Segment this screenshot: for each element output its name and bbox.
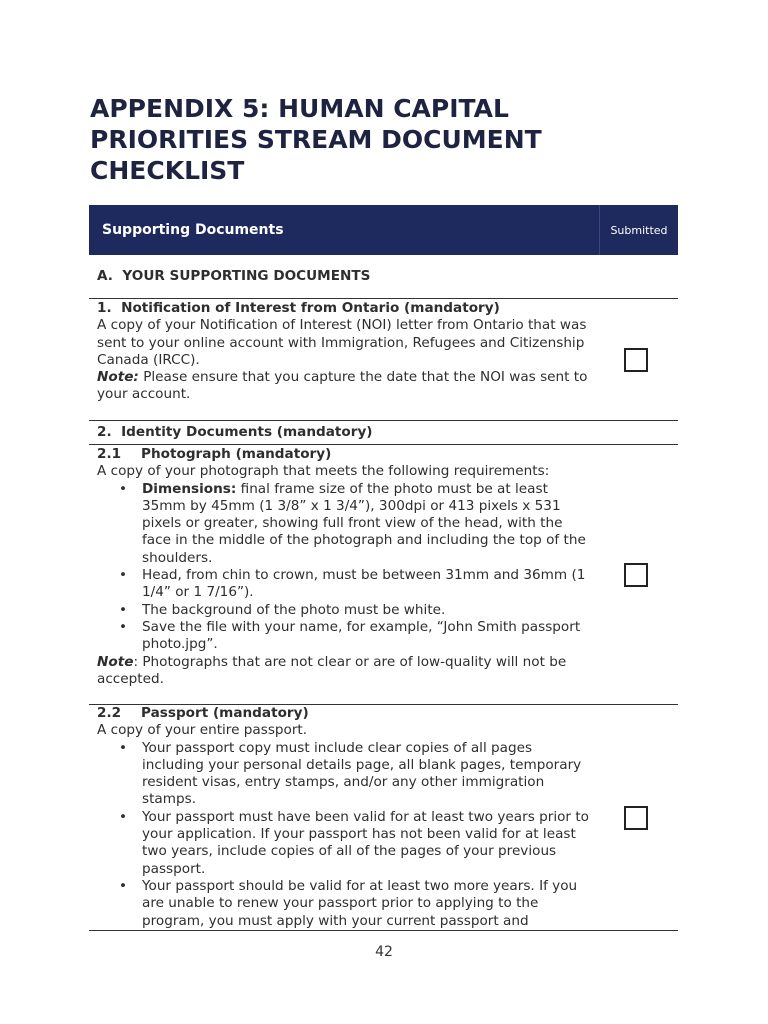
photograph-requirements-list — [97, 481, 594, 654]
passport-heading-text: Passport (mandatory) — [141, 705, 309, 721]
document-checklist-table — [89, 205, 678, 931]
section-a-letter: A. — [97, 267, 113, 284]
noi-heading-text: Notification of Interest from Ontario (mandatory) — [121, 300, 500, 316]
title-line-2: PRIORITIES STREAM DOCUMENT — [90, 125, 542, 154]
photograph-note — [97, 654, 594, 689]
noi-note — [97, 369, 594, 404]
noi-submitted-checkbox[interactable] — [624, 348, 648, 372]
photograph-submitted-checkbox[interactable] — [624, 563, 648, 587]
passport-intro: A copy of your entire passport. — [97, 722, 308, 739]
noi-heading — [97, 300, 594, 317]
table-row-photograph — [89, 445, 678, 705]
section-a-heading — [89, 255, 678, 299]
table-row-noi — [89, 299, 678, 421]
passport-number: 2.2 — [97, 705, 122, 721]
list-item: • Your passport copy must include clear copies of all pages including your personal details page, all blank pages, temporary resident visas, entry stamps, and/or any other immigration stamps. — [142, 740, 594, 809]
header-supporting-documents: Supporting Documents — [89, 205, 600, 255]
list-item: • Your passport should be valid for at least two more years. If you are unable to renew your passport prior to applying to the program, you must apply with your current passport and — [142, 878, 594, 930]
noi-number: 1. — [97, 300, 112, 316]
dimensions-label: Dimensions: — [142, 480, 237, 497]
identity-heading — [89, 424, 594, 441]
photograph-note-text: : Photographs that are not clear or are of low-quality will not be accepted. — [97, 653, 567, 687]
list-item: • Your passport must have been valid for at least two years prior to your application. If your passport has not been valid for at least two years, include copies of all of the pages of your previous passport. — [142, 809, 594, 878]
page-title — [90, 93, 690, 186]
list-item: • Head, from chin to crown, must be between 31mm and 36mm (1 1/4” or 1 7/16”). — [142, 567, 594, 602]
title-line-3: CHECKLIST — [90, 156, 245, 185]
title-line-1: APPENDIX 5: HUMAN CAPITAL — [90, 94, 509, 123]
photograph-text — [89, 445, 594, 704]
identity-heading-text: Identity Documents (mandatory) — [121, 423, 373, 440]
page-number: 42 — [375, 944, 393, 960]
noi-text — [89, 299, 594, 420]
passport-text — [89, 705, 594, 930]
photograph-heading — [97, 446, 594, 463]
dimensions-text: final frame size of the photo must be at least 35mm by 45mm (1 3/8” x 1 3/4”), 300dpi or 413 pixels x 531 pixels or greater, showing full front view of the head, with the face in the middle of the photograph and including the top of the shoulders. — [142, 480, 586, 566]
list-item: • The background of the photo must be white. — [142, 602, 594, 619]
list-item — [142, 481, 594, 567]
passport-heading — [97, 705, 594, 722]
noi-note-text: Please ensure that you capture the date that the NOI was sent to your account. — [97, 369, 588, 403]
table-header — [89, 205, 678, 255]
header-submitted: Submitted — [610, 223, 668, 237]
table-row-identity-documents — [89, 421, 678, 445]
list-item: • Save the file with your name, for example, “John Smith passport photo.jpg”. — [142, 619, 594, 654]
photograph-intro: A copy of your photograph that meets the following requirements: — [97, 463, 550, 480]
noi-note-label: Note: — [97, 369, 139, 386]
noi-body: A copy of your Notification of Interest (NOI) letter from Ontario that was sent to your online account with Immigration, Refugees and Citizenship Canada (IRCC). — [97, 317, 587, 368]
passport-requirements-list — [97, 740, 594, 930]
photograph-number: 2.1 — [97, 446, 122, 462]
identity-number: 2. — [97, 423, 112, 440]
table-row-passport — [89, 705, 678, 931]
photograph-heading-text: Photograph (mandatory) — [141, 446, 332, 462]
photograph-note-label: Note — [97, 653, 134, 670]
section-a-title: YOUR SUPPORTING DOCUMENTS — [122, 267, 371, 284]
passport-submitted-checkbox[interactable] — [624, 806, 648, 830]
